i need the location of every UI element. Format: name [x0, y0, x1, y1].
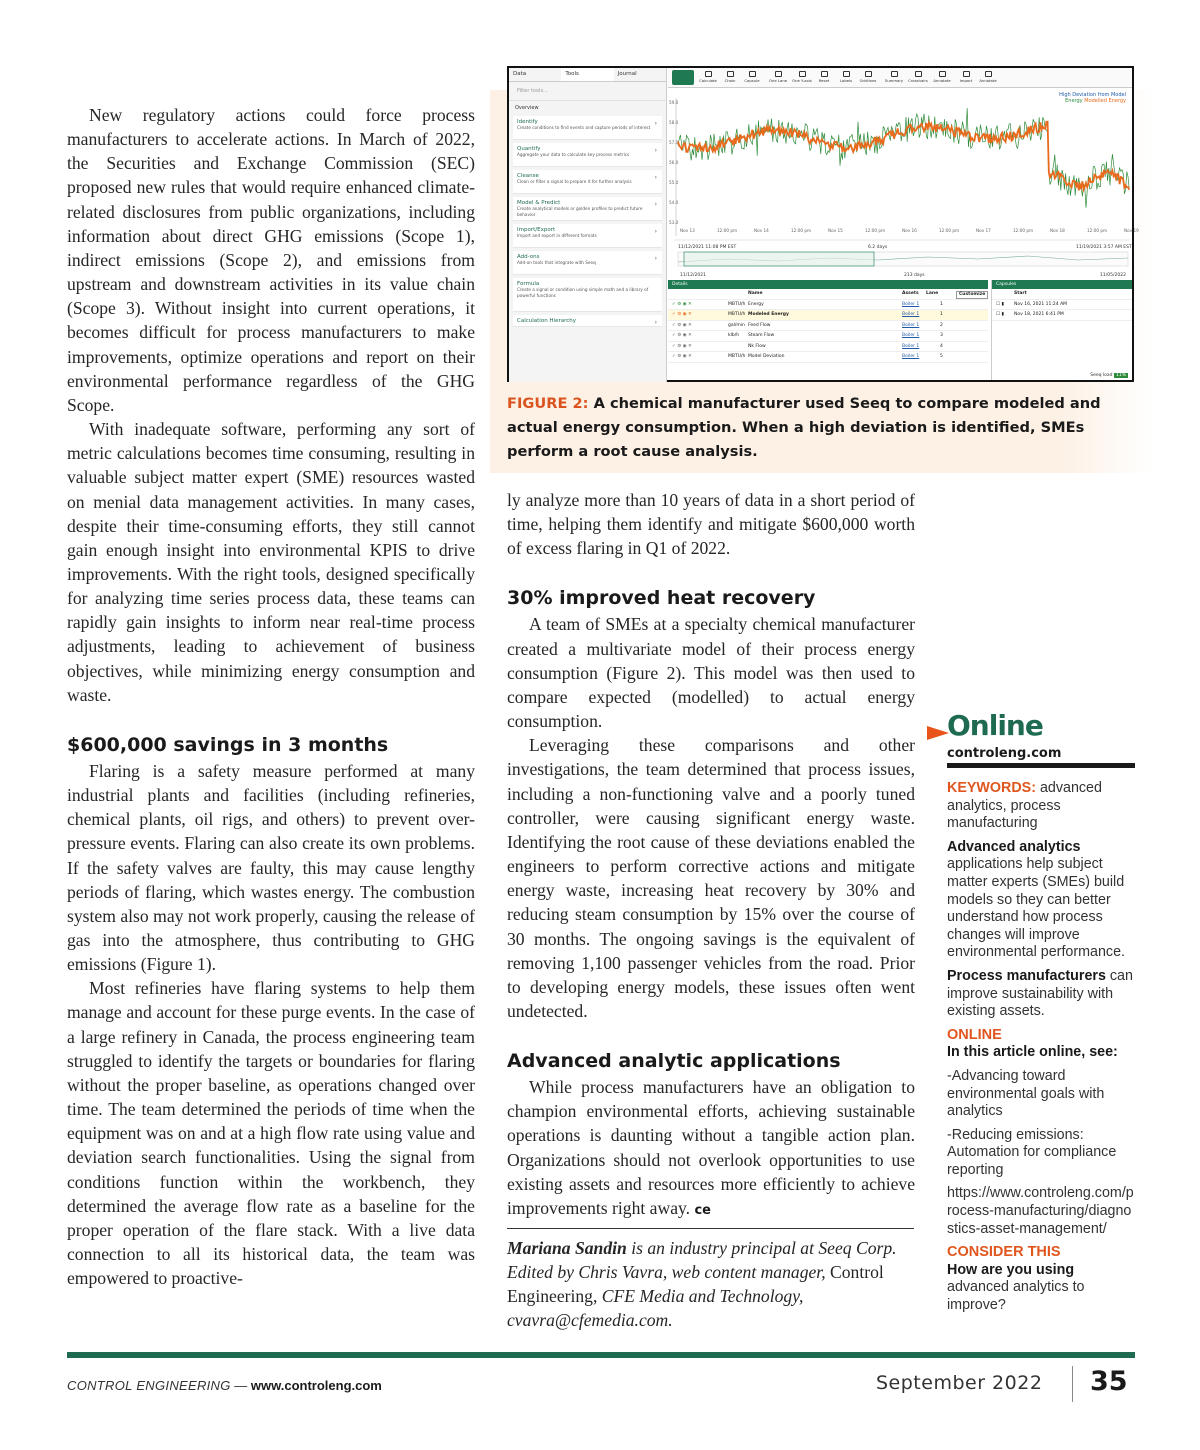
keywords-text: advanced analytics, process manufacturing — [947, 780, 1102, 832]
toolbar-label: Gridlines — [859, 78, 877, 83]
tab-tools[interactable]: Tools — [561, 68, 613, 81]
paragraph-text: While process manufacturers have an obligation to champion environmental efforts, achieving sustainable operations is daunting without a tangible action plan. Organizations should not overlook opportunities to use existing assets and resources more efficiently to achieve improvements right away. — [507, 1077, 915, 1218]
issue-date: September 2022 — [876, 1372, 1043, 1394]
one-y-axis-icon — [799, 71, 806, 77]
online-subheading: In this article online, see: — [947, 1044, 1118, 1061]
bio-text: CFE Media and Technology, cvavra@cfemedia.com. — [507, 1286, 804, 1331]
point-text: can improve sustainability with existing assets. — [947, 967, 1133, 1020]
status-badge: 11% — [1115, 373, 1126, 378]
body-paragraph: With inadequate software, performing any sort of metric calculations becomes time consuming, resulting in valuable subject matter expert (SME) resources wasted on menial data management activities. In many cases, despite their time-consuming efforts, they still cannot gain enough insight into environmental KPIS to drive improvements. With the right tools, designed specifically for analyzing time series process data, these teams can rapidly gain insights to inform near real-time process adjustments, leading to achievement of business objectives, while minimizing energy consumption and waste. — [67, 419, 475, 705]
reset-icon — [821, 71, 828, 77]
row-unit: MBTU/h — [728, 312, 746, 317]
y-tick-label: 54.0 — [669, 200, 679, 205]
y-axis-ticks — [669, 100, 679, 225]
toolbar-button[interactable] — [978, 70, 998, 86]
toolbar-label: Reset — [818, 78, 830, 83]
row-asset[interactable]: Boiler 1 — [902, 301, 920, 307]
capsule-row[interactable]: ☐ ▮ Nov 16, 2021 11:24 AM — [992, 300, 1132, 311]
footer-url[interactable]: www.controleng.com — [250, 1378, 382, 1393]
y-tick-label: 55.0 — [669, 180, 679, 185]
annotate-icon — [939, 71, 946, 77]
status-bar — [1090, 373, 1128, 378]
overview-link[interactable]: Overview — [515, 105, 539, 111]
table-row[interactable]: ✓ ⚙ ◉ ✕ Nk Flow Boiler 1 4 — [668, 342, 988, 353]
capsule-icon — [749, 71, 756, 77]
row-unit: MBTU/h — [728, 301, 746, 307]
toolbar-label: Capsule — [744, 78, 760, 83]
toolbar-button[interactable] — [792, 70, 812, 86]
range-end: 11/19/2021 3:57 AM EST — [1076, 245, 1132, 250]
gridlines-icon — [865, 71, 872, 77]
x-tick-label: 12:00 pm — [1087, 228, 1108, 233]
tool-add-ons[interactable] — [513, 251, 662, 275]
left-column — [67, 103, 475, 1290]
tool-desc: Create conditions to find events and capture periods of interest — [517, 125, 651, 130]
tool-desc: Import and export in different formats — [517, 233, 597, 238]
consider-text — [947, 1262, 1135, 1315]
legend-title: High Deviation from Model — [1059, 92, 1126, 98]
capsules-header: Capsules — [992, 280, 1132, 289]
col-lane[interactable]: Lane — [926, 291, 939, 296]
table-row[interactable]: ✓ ⚙ ◉ ✕ gal/min Feed Flow Boiler 1 2 — [668, 321, 988, 332]
tool-name: Add-ons — [517, 254, 540, 260]
row-asset[interactable]: Boiler 1 — [902, 333, 920, 338]
annotate-icon — [985, 71, 992, 77]
y-tick-label: 57.0 — [669, 140, 679, 145]
nav-start: 11/12/2021 — [680, 273, 706, 278]
chevron-right-icon: › — [654, 319, 657, 326]
import-icon — [963, 71, 970, 77]
body-paragraph: ly analyze more than 10 years of data in a short period of time, helping them identify and mitigate $600,000 worth of excess flaring in Q1 of 2022. — [507, 490, 915, 559]
tools-tabs — [509, 68, 666, 82]
consider-lead: How are you using — [947, 1261, 1075, 1278]
energy-series-line — [678, 108, 1129, 208]
legend-modelled: Modelled Energy — [1084, 98, 1126, 104]
row-lane: 1 — [940, 301, 943, 307]
tool-desc: Clean or filter a signal to prepare it for further analysis — [517, 179, 632, 184]
tool-name: Model & Predict — [517, 200, 561, 206]
tool-name: Cleanse — [517, 173, 539, 179]
toolbar-button[interactable] — [836, 70, 856, 86]
table-row[interactable]: ✓ ⚙ ◉ ✕ MBTU/h Modeled Energy Boiler 1 1 — [668, 310, 988, 321]
row-unit: MBTU/h — [728, 354, 746, 359]
range-start: 11/12/2021 11:08 PM EST — [678, 245, 737, 250]
tab-journal[interactable]: Journal — [617, 71, 637, 77]
chevron-right-icon: › — [654, 120, 657, 127]
toolbar-button[interactable] — [814, 70, 834, 86]
toolbar-label: Calculate — [699, 78, 717, 83]
lower-panels — [668, 280, 1132, 380]
capsule-start: Nov 18, 2021 6:41 PM — [1014, 312, 1064, 317]
x-tick-label: Nov 16 — [902, 228, 917, 233]
online-link[interactable]: -Reducing emissions: Automation for compliance reporting — [947, 1126, 1117, 1178]
toolbar-button[interactable] — [720, 70, 740, 86]
capsule-start: Nov 16, 2021 11:24 AM — [1014, 301, 1068, 307]
row-lane: 2 — [940, 322, 943, 328]
summary-icon — [891, 71, 898, 77]
consider-body: advanced analytics to improve? — [947, 1279, 1085, 1314]
toolbar-button[interactable] — [932, 70, 952, 86]
toolbar-label: Chain — [724, 78, 736, 83]
chevron-right-icon: › — [654, 255, 657, 262]
crosshairs-icon — [915, 71, 922, 77]
toolbar-label: Import — [959, 78, 973, 83]
toolbar-label: Annotate — [933, 78, 951, 83]
subhead-heat-recovery: 30% improved heat recovery — [507, 587, 816, 610]
chevron-right-icon: › — [654, 174, 657, 181]
x-tick-label: 12:00 pm — [717, 228, 738, 233]
col-assets[interactable]: Assets — [902, 291, 919, 296]
col-start[interactable]: Start — [1014, 291, 1027, 296]
row-lane: 1 — [940, 312, 943, 317]
online-url-link[interactable]: https://www.controleng.com/process-manufacturing/diagnostics-asset-management/ — [947, 1185, 1134, 1237]
tool-name: Calculation Hierarchy — [517, 318, 577, 324]
table-row[interactable]: ✓ ⚙ ◉ ✕ MBTU/h Energy Boiler 1 1 — [668, 300, 988, 311]
nav-span: 213 days — [904, 273, 925, 278]
details-panel — [668, 280, 988, 380]
toolbar-button[interactable] — [908, 70, 928, 86]
subhead-applications: Advanced analytic applications — [507, 1050, 841, 1073]
one-lane-icon — [775, 71, 782, 77]
figure-screenshot — [507, 66, 1139, 382]
row-asset[interactable]: Boiler 1 — [902, 354, 920, 359]
y-tick-label: 59.0 — [669, 100, 679, 105]
online-heading: ONLINE — [947, 1026, 1002, 1043]
x-tick-label: Nov 14 — [754, 228, 769, 233]
bio-divider — [507, 1228, 914, 1229]
filter-tools-input[interactable]: Filter tools... — [509, 82, 666, 101]
tool-calculation-hierarchy[interactable] — [513, 315, 662, 327]
labels-icon — [843, 71, 850, 77]
x-tick-label: Nov 17 — [976, 228, 991, 233]
trend-chart[interactable] — [668, 88, 1139, 278]
body-paragraph: New regulatory actions could force process manufacturers to accelerate actions. In March of 2022, the Securities and Exchange Commission (SEC) proposed new rules that would require enhanced climate-related disclosures from public organizations, including information about direct GHG emissions (Scope 1), indirect emissions (Scope 2), and emissions from upstream and downstream activities in its value chain (Scope 3). Without insight into current operations, it becomes difficult for process manufacturers to make improvements, optimize operations and report on their environmental performance regardless of the GHG Scope. — [67, 105, 475, 415]
calculator-icon — [705, 71, 712, 77]
footer-publication — [67, 1378, 382, 1393]
status-text: Seeq load — [1090, 373, 1113, 378]
col-name[interactable]: Name — [748, 291, 763, 296]
arrow-icon — [927, 726, 949, 740]
online-logo — [947, 709, 1135, 763]
row-lane: 5 — [940, 354, 943, 359]
body-paragraph: A team of SMEs at a specialty chemical manufacturer created a multivariate model of their process energy consumption (Figure 2). This model was then used to compare expected (modelled) to actual energy consumption. — [507, 614, 915, 732]
row-asset[interactable]: Boiler 1 — [902, 343, 920, 349]
point-text: applications help subject matter experts (SMEs) build models so they can better understand how process changes will improve environmental performance. — [947, 856, 1126, 961]
body-paragraph: Flaring is a safety measure performed at many industrial plants and facilities (including refineries, chemical plants, oil rigs, and others) to prevent over-pressure events. Flaring can also create its own problems. If the safety valves are faulty, this may cause lengthy periods of flaring, which wastes energy. The combustion system also may not work properly, causing the release of gas into the atmosphere, thus contributing to GHG emissions (Figure 1). — [67, 760, 475, 975]
body-paragraph: Leveraging these comparisons and other investigations, the team determined that process issues, including a non-functioning valve and a poorly tuned controller, were causing significant energy waste. Identifying the root cause of these deviations enabled the engineers to perform corrective actions and mitigate energy waste, increasing heat recovery by 30% and reducing steam consumption by 15% over the course of 30 months. The ongoing savings is the equivalent of removing 1,100 passenger vehicles from the road. Prior to developing energy models, these issues often went undetected. — [507, 735, 915, 1021]
x-tick-label: 12:00 pm — [939, 228, 960, 233]
tools-panel — [509, 68, 667, 382]
row-asset[interactable]: Boiler 1 — [902, 312, 920, 317]
online-link[interactable]: -Advancing toward environmental goals with analytics — [947, 1067, 1105, 1120]
tool-import-export[interactable] — [513, 224, 662, 248]
capsule-row[interactable]: ☐ ▮ Nov 18, 2021 6:41 PM — [992, 310, 1132, 321]
range-span[interactable]: 6.2 days — [868, 245, 888, 250]
table-row[interactable]: ✓ ⚙ ◉ ✕ klb/h Steam Flow Boiler 1 3 — [668, 331, 988, 342]
chevron-right-icon: › — [654, 201, 657, 208]
x-tick-label: 12:00 pm — [1013, 228, 1034, 233]
tool-desc: Add-on tools that integrate with Seeq — [517, 260, 596, 265]
details-header: Details — [668, 280, 988, 289]
toolbar-label: Crosshairs — [908, 78, 928, 83]
toolbar-label: Labels — [839, 78, 853, 83]
x-tick-label: 12:00 pm — [791, 228, 812, 233]
bio-text: is an industry principal at Seeq Corp. Edited by Chris Vavra, web content manager, — [507, 1238, 897, 1283]
footer-separator: — — [230, 1378, 251, 1393]
navigator-selection[interactable] — [684, 252, 874, 266]
subhead-savings: $600,000 savings in 3 months — [67, 733, 389, 756]
toolbar-label: One Y-axis — [792, 78, 812, 83]
row-name: Model Deviation — [748, 354, 785, 359]
tool-desc: Create a signal or condition using simple math and a library of powerful functions — [517, 287, 649, 298]
x-tick-label: Nov 15 — [828, 228, 843, 233]
body-paragraph: Most refineries have flaring systems to help them manage and account for these purge events. In the case of a large refinery in Canada, the process engineering team struggled to identify the targets or boundaries for flaring without the proper baseline, as operations changed over time. The team determined the periods of time when the equipment was on and at a high flow rate using value and deviation search functionalities. Using the signal from conditions function within the workbench, they determined the average flow rate as a baseline for the proper operation of the flare stack. With a live data connection to all its historical data, the team was empowered to proactive- — [67, 978, 475, 1289]
tool-model-predict[interactable] — [513, 197, 662, 221]
tool-formula[interactable] — [513, 278, 662, 312]
tool-name: Import/Export — [517, 227, 556, 233]
row-unit: klb/h — [728, 333, 740, 338]
logo-url[interactable]: controleng.com — [947, 746, 1062, 761]
tool-desc: Create analytical models or golden profiles to predict future behavior — [517, 206, 643, 217]
row-name: Energy — [748, 301, 764, 307]
logo-word: Online — [947, 709, 1043, 742]
online-sidebar — [947, 709, 1135, 1315]
page-number: 35 — [1090, 1366, 1128, 1397]
row-unit: gal/min — [728, 322, 745, 328]
footer-bar — [67, 1352, 1135, 1358]
row-name: Steam Flow — [748, 333, 775, 338]
body-paragraph — [507, 1075, 915, 1223]
trend-svg — [668, 88, 1139, 280]
tool-name: Formula — [517, 281, 540, 287]
customize-button[interactable]: Customize — [956, 291, 988, 299]
y-tick-label: 56.0 — [669, 160, 679, 165]
toolbar-button[interactable] — [742, 70, 762, 86]
toolbar-button[interactable] — [858, 70, 878, 86]
publication-name: Control Engineering, — [507, 1262, 884, 1307]
row-name: Feed Flow — [748, 322, 771, 328]
x-tick-label: Nov 19 — [1124, 228, 1139, 233]
x-tick-label: Nov 18 — [1050, 228, 1065, 233]
toolbar-label: Annotate — [979, 78, 997, 83]
capsules-panel — [991, 280, 1132, 380]
row-lane: 3 — [940, 333, 943, 338]
keywords-label: KEYWORDS: — [947, 780, 1036, 796]
sidebar-point — [947, 968, 1135, 1021]
chart-legend — [1059, 92, 1126, 104]
tool-quantify[interactable] — [513, 143, 662, 167]
magazine-name: CONTROL ENGINEERING — [67, 1378, 231, 1393]
toolbar-button[interactable] — [698, 70, 718, 86]
row-name: Modeled Energy — [748, 312, 789, 317]
point-lead: Process manufacturers — [947, 967, 1106, 984]
toolbar-label: Summary — [884, 78, 904, 83]
author-name: Mariana Sandin — [507, 1238, 627, 1258]
toolbar-button[interactable] — [884, 70, 904, 86]
capsules-column-header — [992, 289, 1132, 300]
end-mark: ce — [694, 1202, 711, 1218]
figure-caption — [507, 392, 1117, 464]
tool-cleanse[interactable] — [513, 170, 662, 194]
sidebar-rule — [947, 763, 1135, 768]
trend-toolbar — [668, 68, 1132, 88]
row-asset[interactable]: Boiler 1 — [902, 322, 920, 328]
tool-name: Quantify — [517, 146, 541, 152]
chain-icon — [727, 71, 734, 77]
legend-energy: Energy — [1065, 98, 1083, 104]
toolbar-button[interactable] — [956, 70, 976, 86]
figure-caption-text: A chemical manufacturer used Seeq to compare modeled and actual energy consumption. When a high deviation is identified, SMEs perform a root cause analysis. — [507, 395, 1101, 460]
keywords — [947, 780, 1135, 833]
y-tick-label: 58.0 — [669, 120, 679, 125]
footer-divider — [1072, 1366, 1073, 1402]
y-tick-label: 53.0 — [669, 220, 679, 225]
tab-data[interactable]: Data — [513, 71, 527, 77]
toolbar-label: One Lane — [768, 78, 788, 83]
table-row[interactable]: ✓ ⚙ ◉ ✕ MBTU/h Model Deviation Boiler 1 5 — [668, 352, 988, 363]
tool-name: Identify — [517, 119, 538, 125]
nav-end: 11/05/2022 — [1100, 273, 1126, 278]
trend-view-button[interactable] — [672, 70, 694, 85]
sidebar-point — [947, 839, 1135, 962]
x-tick-label: 12:00 pm — [865, 228, 886, 233]
x-axis-ticks — [680, 228, 1139, 233]
chevron-right-icon: › — [654, 147, 657, 154]
middle-column — [507, 488, 915, 1223]
tool-identify[interactable] — [513, 116, 662, 140]
toolbar-button[interactable] — [768, 70, 788, 86]
chevron-right-icon: › — [654, 228, 657, 235]
consider-heading: CONSIDER THIS — [947, 1244, 1061, 1261]
figure-label: FIGURE 2: — [507, 395, 589, 412]
row-name: Nk Flow — [748, 343, 766, 349]
details-column-headers — [668, 289, 988, 300]
x-tick-label: Nov 13 — [680, 228, 695, 233]
row-lane: 4 — [940, 343, 943, 349]
author-bio — [507, 1236, 915, 1333]
point-lead: Advanced analytics — [947, 838, 1081, 855]
tool-desc: Aggregate your data to calculate key process metrics — [517, 152, 630, 157]
